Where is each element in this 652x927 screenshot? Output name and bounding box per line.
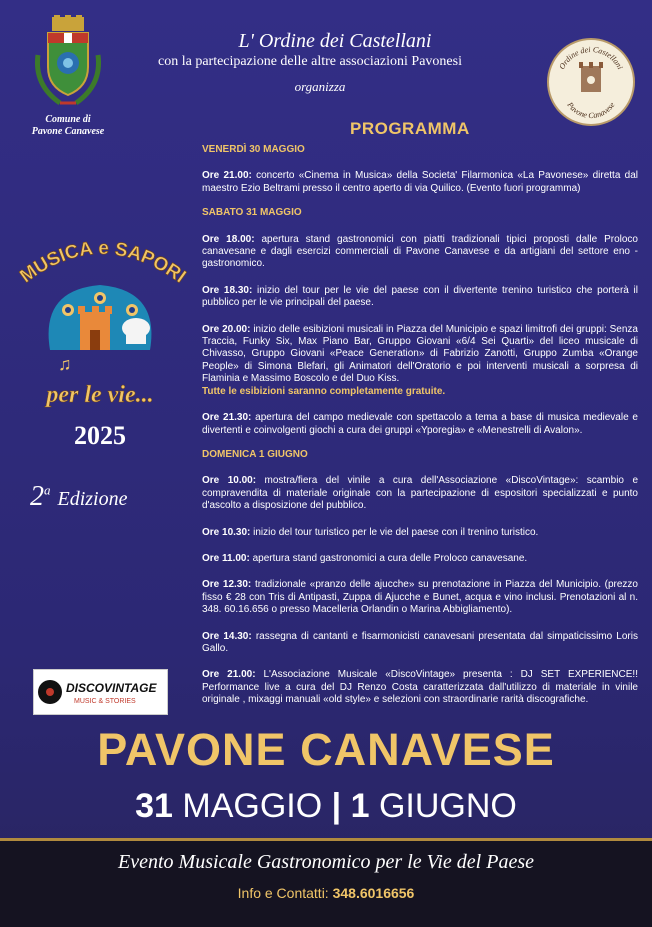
date1-month: MAGGIO [172,787,323,825]
city-title: PAVONE CANAVESE [97,724,555,775]
disco-name: DISCOVINTAGE [66,681,157,695]
music-note-icon: ♫ [58,354,72,374]
vinyl-record-icon [34,670,167,714]
event-text: L'Associazione Musicale «DiscoVintage» presenta : DJ SET EXPERIENCE!! Performance live a cura del DJ Renzo Costa caratterizzata dall'utilizzo di materiale in vinile originale , mixaggi manuali «old style» e selezioni con straordinarie rarità discografiche. [202,669,638,706]
event-time: Ore 12.30: [202,579,252,591]
event-time: Ore 21.30: [202,412,252,424]
contact-phone: 348.6016656 [332,885,415,901]
event-item [202,669,638,706]
comune-label [18,114,118,138]
seal-top-text: Ordine dei Castellani [557,44,625,71]
event-item [202,412,638,437]
event-text: tradizionale «pranzo delle ajucche» su prenotazione in Piazza del Municipio. (prezzo fisso € 28 con Tris di Antipasti, Zuppa di Ajucche e Bunet, acqua e vino inclusi. Prenotazioni al n. 348. 60.16.656 o presso Macelleria Orlandin o Marina Abbigliamento). [202,579,638,616]
coat-of-arms-icon [30,15,106,111]
castellani-seal [547,38,635,126]
event-time: Ore 18.00: [202,233,255,245]
event-dates [0,787,652,826]
event-time: Ore 10.30: [202,526,251,538]
event-text: inizio del tour turistico per le vie del paese con il trenino turistico. [250,526,539,538]
event-time: Ore 11.00: [202,552,250,564]
chef-hat-icon [122,318,150,344]
event-item [202,285,638,310]
disco-tag: MUSIC & STORIES [74,698,136,705]
event-time: Ore 20.00: [202,323,251,335]
day-label: DOMENICA 1 GIUGNO [202,448,308,460]
event-time: Ore 21.00: [202,669,256,681]
date2-month: GIUGNO [369,787,517,825]
event-text: mostra/fiera del vinile a cura dell'Associazione «DiscoVintage»: scambio e compravendita di materiale originale con la partecipazione di espositori specializzati e punto d'ascolto a disposizione del pubblico. [202,475,639,512]
footer [0,841,652,927]
event-text: concerto «Cinema in Musica» della Societa' Filarmonica «La Pavonese» diretta dal maestro Ezio Beltrami presso il centro aperto di via Quilico. (Evento fuori programma) [202,170,638,194]
event-item [202,527,638,539]
free-note: Tutte le esibizioni saranno completamente gratuite. [202,385,446,397]
comune-line1: Comune di [45,114,91,125]
organizer-title: L' Ordine dei Castellani [238,30,432,52]
event-time: Ore 18.30: [202,284,253,296]
contact-label: Info e Contatti: [237,885,333,901]
logo-subtitle: per le vie... [46,382,154,408]
edition-label [30,481,190,513]
contact-info [0,885,652,901]
event-time: Ore 14.30: [202,630,252,642]
comune-line2: Pavone Canavese [31,126,105,137]
footer-tagline: Evento Musicale Gastronomico per le Vie del Paese [118,851,534,873]
program-body [202,144,638,707]
musica-e-sapori-logo [10,230,190,420]
event-item [202,475,638,512]
event-item [202,579,638,616]
edition-year: 2025 [74,421,126,450]
svg-text:Pavone Canavese [565,100,617,120]
seal-bottom-text: Pavone Canavese [565,100,617,121]
event-time: Ore 10.00: [202,475,257,487]
event-item [202,631,638,656]
day-label: VENERDÌ 30 MAGGIO [202,144,305,155]
event-item [202,234,638,271]
organizza-label: organizza [294,79,346,94]
seal-emblem-icon [549,40,633,124]
day-label: SABATO 31 MAGGIO [202,207,302,219]
event-item [202,170,638,195]
event-item [202,324,638,386]
event-time: Ore 21.00: [202,170,252,182]
edition-sup: a [44,482,51,498]
programma-heading: PROGRAMMA [350,119,470,138]
logo-title: MUSICA e SAPORI [16,237,190,288]
edition-word: Edizione [57,488,128,510]
event-text: apertura stand gastronomici a cura delle Proloco canavesane. [249,552,528,564]
discovintage-logo [33,669,168,715]
event-item [202,553,638,565]
event-text: inizio delle esibizioni musicali in Piazza del Municipio e spazi limitrofi dei gruppi: Senza Traccia, Funky Six, Max Piano Bar, Gruppo Giovani «6/4 Sei Quarti» del liceo musicale di Chivasso, Gruppo Giovani «Peace Generation» di Fabrizio Zanotti, Gruppo Zumba «Orange People» di Simona Blefari, gli Animatori dell'Oratorio e poi interventi musicali a sorpresa di Flaminia e Massimo Boscolo e del Duo Kiss. [202,323,638,385]
event-text: apertura del campo medievale con spettacolo a tema a base di musica medievale e divertenti e coinvolgenti giochi a cura dei gruppi «Yporegia» e «Menestrelli di Avalon». [202,412,638,436]
organizer-subtitle: con la partecipazione delle altre associazioni Pavonesi [158,54,462,69]
date2-num: 1 [350,787,370,825]
date-separator: | [331,787,342,825]
svg-text:MUSICA e SAPORI [16,238,189,288]
event-text: apertura stand gastronomici con piatti tradizionali tipici proposti dalle Proloco canavesane e dagli esercizi commerciali di Pavone Canavese e da artigiani del settore eno - gastronomico. [202,233,638,270]
edition-number: 2 [30,481,44,512]
date1-num: 31 [135,787,173,825]
event-text: inizio del tour per le vie del paese con il divertente trenino turistico che porterà il pubblico per le vie principali del paese. [202,284,638,309]
event-text: rassegna di cantanti e fisarmonicisti canavesani presentata dal simpaticissimo Loris Gallo. [202,630,638,654]
